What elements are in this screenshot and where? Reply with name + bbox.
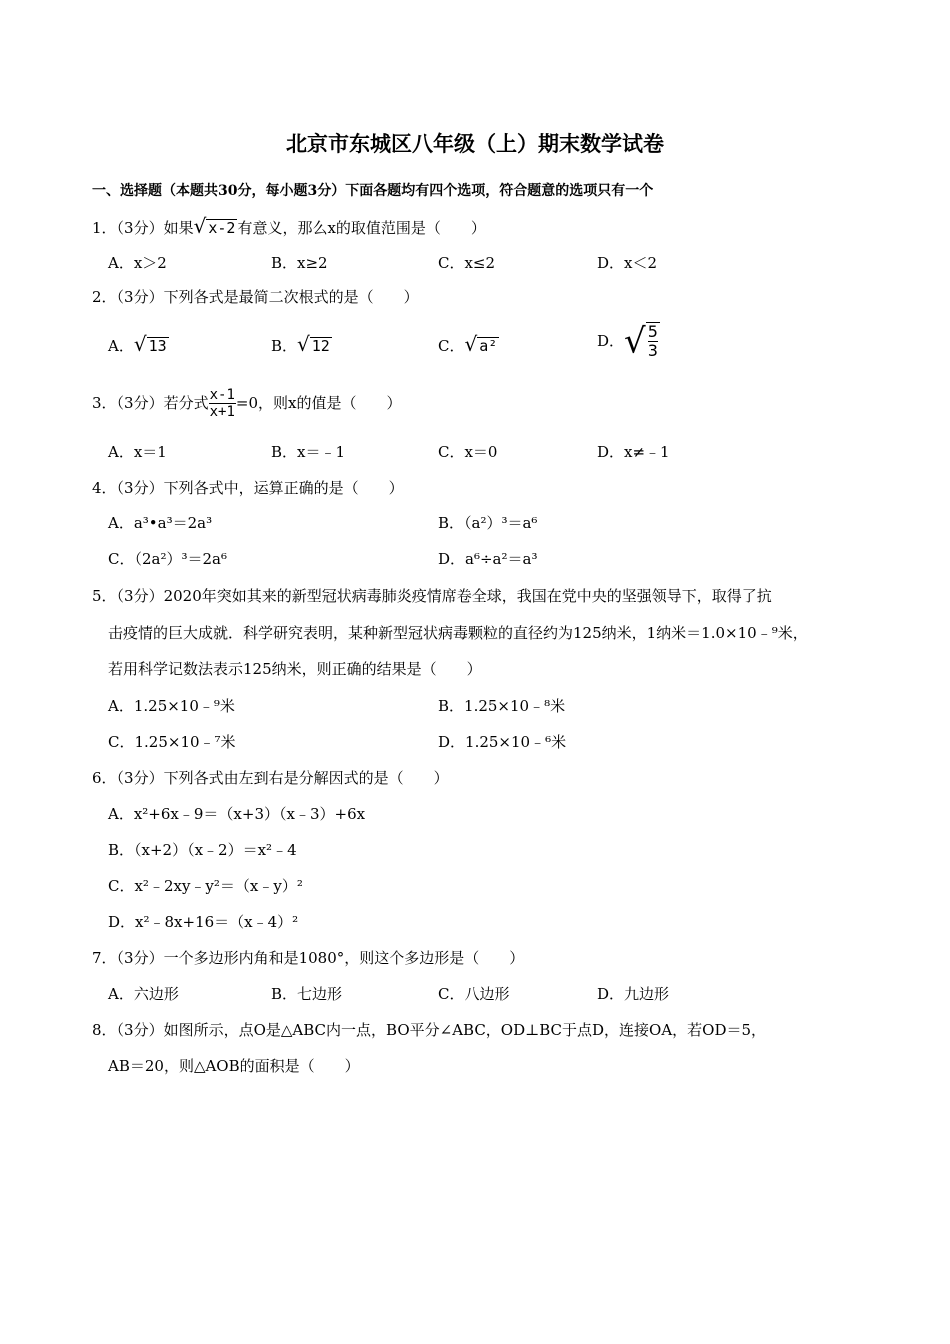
page-title: 北京市东城区八年级（上）期末数学试卷 — [286, 131, 664, 156]
q7-option-b: B．七边形 — [271, 985, 343, 1003]
q1-option-b: B．x≥2 — [271, 254, 328, 272]
q2-option-b — [271, 334, 332, 355]
q6-option-d: D．x²﹣8x+16＝（x﹣4）² — [108, 913, 299, 931]
q2-label-c: C． — [438, 337, 465, 355]
q6-option-c: C．x²﹣2xy﹣y²＝（x﹣y）² — [108, 877, 303, 895]
q6-option-b: B．（x+2）（x﹣2）＝x²﹣4 — [108, 841, 297, 859]
q3-suffix: =0，则x的值是（ ） — [235, 394, 402, 413]
q2-fraction-d — [646, 322, 660, 361]
q7-option-c: C．八边形 — [438, 985, 510, 1003]
question-2-stem: 2．（3分）下列各式是最简二次根式的是（ ） — [92, 288, 419, 306]
q2-frac-den: 3 — [647, 341, 658, 361]
question-4-stem: 4．（3分）下列各式中，运算正确的是（ ） — [92, 479, 404, 497]
q6-option-a: A．x²+6x﹣9＝（x+3）（x﹣3）+6x — [108, 805, 366, 823]
question-5-line-1: 5．（3分）2020年突如其来的新型冠状病毒肺炎疫情席卷全球，我国在党中央的坚强领导下，取得了抗 — [92, 587, 772, 605]
q3-option-c: C．x＝0 — [438, 443, 498, 461]
question-6-stem: 6．（3分）下列各式由左到右是分解因式的是（ ） — [92, 769, 449, 787]
q5-option-a: A．1.25×10﹣⁹米 — [108, 697, 235, 715]
q7-option-a: A．六边形 — [108, 985, 179, 1003]
question-8-line-2: AB＝20，则△AOB的面积是（ ） — [108, 1057, 360, 1075]
question-8-line-1: 8．（3分）如图所示，点O是△ABC内一点，BO平分∠ABC，OD⊥BC于点D，连接OA，若OD＝5， — [92, 1021, 767, 1039]
q2-radicand-b: 12 — [311, 337, 330, 355]
q3-denominator: x+1 — [209, 404, 235, 421]
section-heading: 一、选择题（本题共30分，每小题3分）下面各题均有四个选项，符合题意的选项只有一个 — [92, 183, 654, 199]
q3-option-a: A．x＝1 — [108, 443, 167, 461]
q1-radicand: x-2 — [208, 219, 236, 237]
question-5-line-2: 击疫情的巨大成就．科学研究表明，某种新型冠状病毒颗粒的直径约为125纳米，1纳米＝1.0×10﹣⁹米， — [108, 624, 808, 642]
q2-radicand-c: a² — [479, 337, 498, 355]
q2-label-d: D． — [597, 331, 625, 350]
q3-numerator: x-1 — [209, 387, 235, 403]
q3-option-d: D．x≠﹣1 — [597, 443, 670, 461]
q2-radicand-a: 13 — [148, 337, 167, 355]
q3-option-b: B．x＝﹣1 — [271, 443, 346, 461]
q3-prefix: 3．（3分）若分式 — [92, 394, 209, 413]
q4-option-d: D．a⁶÷a²＝a³ — [438, 550, 538, 568]
q5-option-c: C．1.25×10﹣⁷米 — [108, 733, 236, 751]
q5-option-d: D．1.25×10﹣⁶米 — [438, 733, 567, 751]
q2-frac-num: 5 — [647, 322, 658, 341]
q2-option-c — [438, 334, 499, 355]
q4-option-a: A．a³•a³＝2a³ — [108, 514, 213, 532]
sqrt-symbol: √ — [133, 332, 147, 356]
q3-fraction — [209, 387, 236, 420]
q2-option-d — [597, 322, 660, 361]
q5-option-b: B．1.25×10﹣⁸米 — [438, 697, 566, 715]
sqrt-symbol: √ — [464, 332, 478, 356]
sqrt-symbol: √ — [193, 214, 207, 238]
question-1-stem — [92, 216, 486, 237]
q1-suffix: 有意义，那么x的取值范围是（ ） — [237, 219, 486, 237]
sqrt-symbol: √ — [297, 332, 310, 356]
q2-option-a — [108, 334, 169, 355]
question-7-stem: 7．（3分）一个多边形内角和是1080°，则这个多边形是（ ） — [92, 949, 525, 967]
question-5-line-3: 若用科学记数法表示125纳米，则正确的结果是（ ） — [108, 660, 482, 678]
q7-option-d: D．九边形 — [597, 985, 670, 1003]
sqrt-symbol: √ — [624, 321, 646, 362]
q4-option-b: B．（a²）³＝a⁶ — [438, 514, 538, 532]
q1-option-c: C．x≤2 — [438, 254, 496, 272]
q2-label-a: A． — [108, 337, 134, 355]
q2-label-b: B． — [271, 337, 298, 355]
q1-prefix: 1．（3分）如果 — [92, 219, 194, 237]
q1-option-d: D．x＜2 — [597, 254, 658, 272]
question-3-stem — [92, 387, 401, 420]
q4-option-c: C．（2a²）³＝2a⁶ — [108, 550, 227, 568]
q1-option-a: A．x＞2 — [108, 254, 167, 272]
